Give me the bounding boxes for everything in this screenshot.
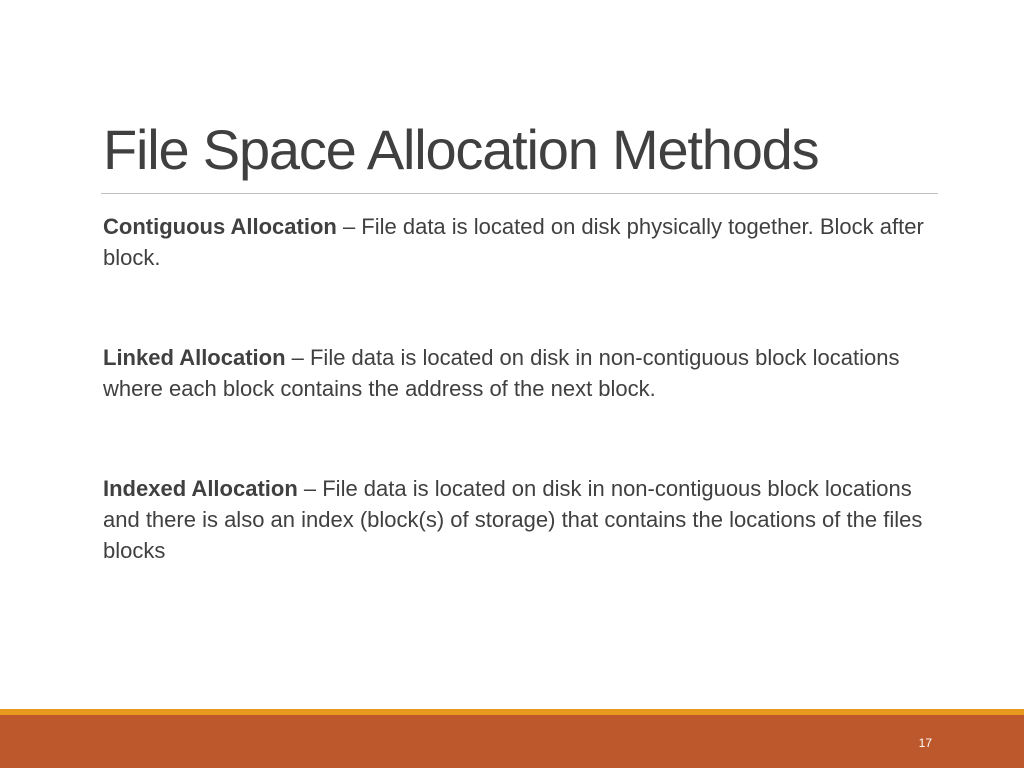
item-description: – File data is located on disk in non-contiguous block locations and there is also an index (block(s) of storage) that contains the locations of the files blocks xyxy=(103,476,923,563)
item-description: – File data is located on disk physically together. Block after block. xyxy=(103,214,924,270)
list-item-contiguous xyxy=(103,211,953,273)
slide-number: 17 xyxy=(918,736,932,750)
slide-content xyxy=(103,211,953,566)
item-description: – File data is located on disk in non-contiguous block locations where each block contains the address of the next block. xyxy=(103,345,900,401)
footer-bar xyxy=(0,715,1024,768)
title-divider xyxy=(101,193,938,194)
item-term: Indexed Allocation xyxy=(103,476,298,501)
item-term: Contiguous Allocation xyxy=(103,214,337,239)
list-item-linked xyxy=(103,342,953,404)
slide-title: File Space Allocation Methods xyxy=(103,118,819,181)
item-term: Linked Allocation xyxy=(103,345,286,370)
list-item-indexed xyxy=(103,473,953,566)
